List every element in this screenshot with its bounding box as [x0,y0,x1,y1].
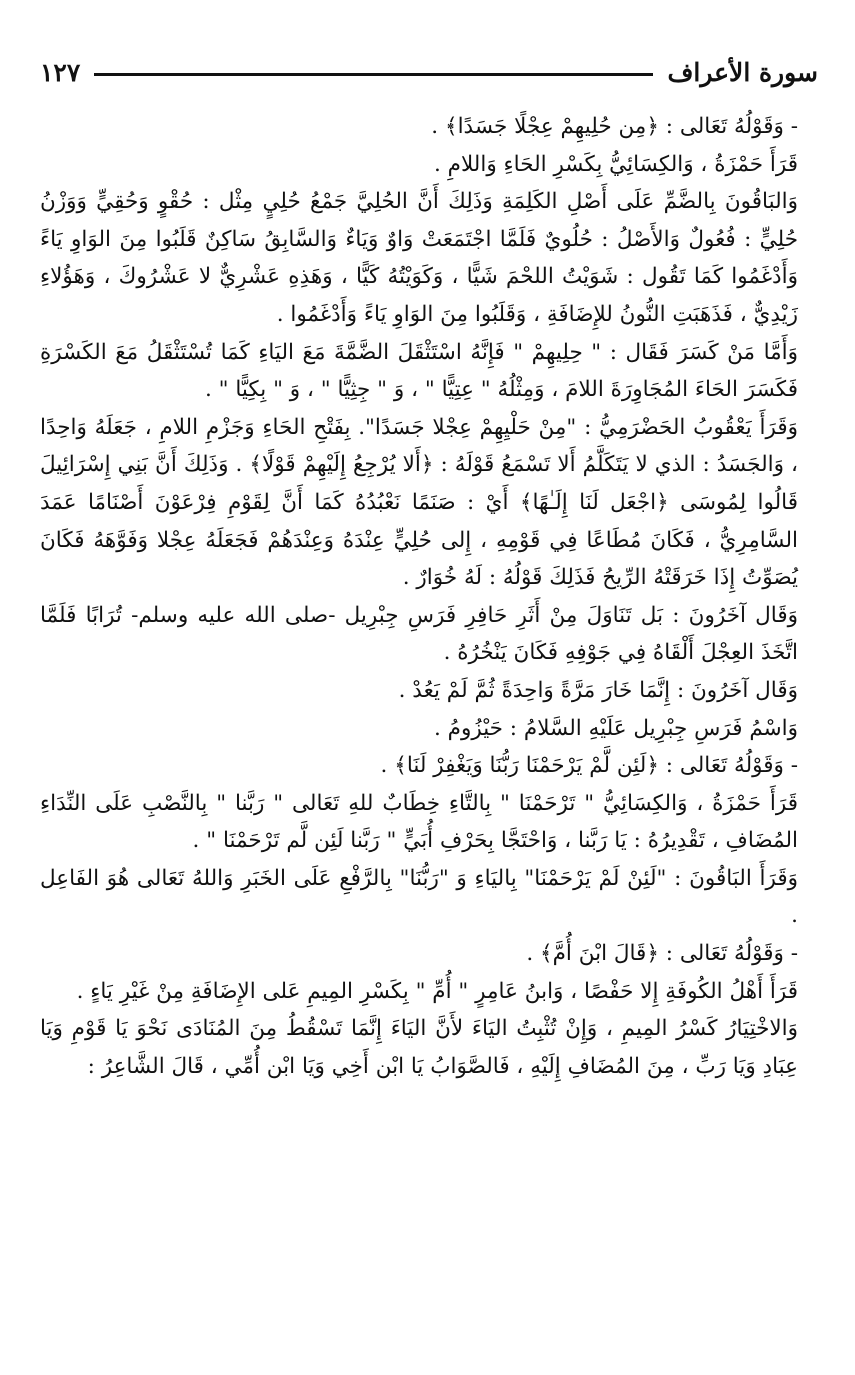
book-page [40,50,818,1085]
running-header [40,50,818,94]
paragraph: قَرَأَ حَمْزَةُ ، وَالكِسَائِيُّ " تَرْحَمْنَا " بِالتَّاءِ خِطَابٌ للهِ تَعَالى " رَبَّنا " بِالنَّصْبِ عَلَى النِّدَاءِ المُضَافِ ، تَقْدِيرُهُ : يَا رَبَّنا ، وَاحْتَجَّا بِحَرْفِ أُبَيٍّ " رَبَّنا لَئِن لَّم تَرْحَمْنَا " . [40,790,798,854]
paragraph: وَاسْمُ فَرَسِ جِبْرِيل عَلَيْهِ السَّلامُ : حَيْزُومُ . [433,715,798,741]
paragraph-verse-quote: - وَقَوْلُهُ تَعَالى : ﴿قَالَ ابْنَ أُمَّ﴾ . [526,941,798,967]
page-number: ١٢٧ [40,57,81,87]
paragraph: وَقَال آخَرُونَ : بَل تَنَاوَلَ مِنْ أَثَرِ حَافِرِ فَرَسِ جِبْرِيل -صلى الله عليه وسلم- تُرَابًا فَلَمَّا اتَّخَذَ العِجْلَ أَلْقَاهُ فِي جَوْفِهِ فَكَانَ يَنْخُرُهُ . [40,602,798,666]
paragraph: وَقَرَأَ البَاقُونَ : "لَئِنْ لَمْ يَرْحَمْنَا" بِاليَاءِ وَ "رَبُّنَا" بِالرَّفْعِ عَلَى الخَبَرِ وَاللهُ تَعَالى هُوَ الفَاعِل . [40,865,798,929]
surah-title: سورة الأعراف [667,57,818,87]
paragraph: وَقَال آخَرُونَ : إِنَّمَا خَارَ مَرَّةً وَاحِدَةً ثُمَّ لَمْ يَعُدْ . [398,677,798,703]
paragraph-verse-quote: - وَقَوْلُهُ تَعَالى : ﴿مِن حُلِيهِمْ عِجْلًا جَسَدًا﴾ . [431,114,798,139]
paragraph: قَرَأَ حَمْزَةُ ، وَالكِسَائِيُّ بِكَسْرِ الحَاءِ وَاللامِ . [434,151,798,177]
paragraph: وَالاخْتِيَارُ كَسْرُ المِيمِ ، وَإِنْ تُثْبِتُ اليَاءَ لأَنَّ اليَاءَ إِنَّمَا تَسْقُطُ مِنَ المُنَادَى نَحْوَ يَا قَوْمِ وَيَا عِبَادِ وَيَا رَبِّ ، مِنَ المُضَافِ إِلَيْهِ ، فَالصَّوَابُ يَا ابْن أَخِي وَيَا ابْن أُمِّي ، قَالَ الشَّاعِرُ : [40,1016,798,1079]
paragraph: وَالبَاقُونَ بِالضَّمِّ عَلَى أَصْلِ الكَلِمَةِ وَذَلِكَ أَنَّ الحُلِيَّ جَمْعُ حُلِيٍ مِثْل : حُقْوٍ وَحُقِيٍّ وَوَزْنُ حُلِيٍّ : فُعُولٌ وَالأَصْلُ : حُلُويٌ فَلَمَّا اجْتَمَعَتْ وَاوٌ وَيَاءٌ وَالسَّابِقُ سَاكِنٌ قَلَبُوا مِنَ الوَاوِ يَاءً وَأَدْغَمُوا كَمَا تَقُول : شَوَيْتُ اللحْمَ شَيًّا ، وَكَوَيْتُهُ كَيًّا ، وَهَذِهِ عَشْرِيٌّ لا عَشْرُوكَ ، وَهَؤُلاءِ زَيْدِيٌّ ، فَذَهَبَتِ النُّونُ للإِضَافَةِ ، وَقَلَبُوا مِنَ الوَاوِ يَاءً وَأَدْغَمُوا . [40,189,798,327]
body-text [40,108,818,1085]
paragraph: وَأَمَّا مَنْ كَسَرَ فَقَال : " حِلِيهِمْ " فَإِنَّهُ اسْتَثْقَلَ الضَّمَّةَ مَعَ اليَاءِ كَمَا تُسْتَثْقَلُ مَعَ الكَسْرَةِ فَكَسَرَ الحَاءَ المُجَاوِرَةَ اللامَ ، وَمِثْلُهُ " عِتِيًّا " ، وَ " جِثِيًّا " ، وَ " بِكِيًّا " . [40,339,798,403]
header-rule [94,73,653,76]
paragraph: وَقَرَأَ يَعْقُوبُ الحَضْرَمِيُّ : "مِنْ حَلْيِهِمْ عِجْلا جَسَدًا". بِفَتْحِ الحَاءِ وَجَزْمِ اللامِ ، جَعَلَهُ وَاحِدًا ، وَالجَسَدُ : الذي لا يَتَكَلَّمُ أَلا تَسْمَعُ قَوْلَهُ : ﴿أَلا يُرْجِعُ إِلَيْهِمْ قَوْلًا﴾ . وَذَلِكَ أَنَّ بَنِي إِسْرَائِيلَ قَالُوا لِمُوسَى ﴿اجْعَل لَنَا إِلَـٰهًا﴾ أَيْ : صَنَمًا نَعْبُدُهُ كَمَا أَنَّ لِقَوْمِ فِرْعَوْنَ أَصْنَامًا عَمَدَ السَّامِرِيُّ ، فَكَانَ مُطَاعًا فِي قَوْمِهِ ، إِلى حُلِيٍّ عِنْدَهُ وَعِنْدَهُمْ فَجَعَلَهُ عِجْلا وَفَوَّهَهُ فَكَانَ يُصَوِّتُ إِذَا خَرَقَتْهُ الرِّيحُ فَذَلِكَ قَوْلُهُ : لَهُ خُوَارٌ . [40,414,798,591]
paragraph-verse-quote: - وَقَوْلُهُ تَعَالى : ﴿لَئِن لَّمْ يَرْحَمْنَا رَبُّنَا وَيَغْفِرْ لَنَا﴾ . [380,753,798,779]
paragraph: قَرَأَ أَهْلُ الكُوفَةِ إِلا حَفْصًا ، وَابنُ عَامِرٍ " أُمِّ " بِكَسْرِ المِيمِ عَلى الإِضَافَةِ مِنْ غَيْرِ يَاءٍ . [76,978,798,1004]
